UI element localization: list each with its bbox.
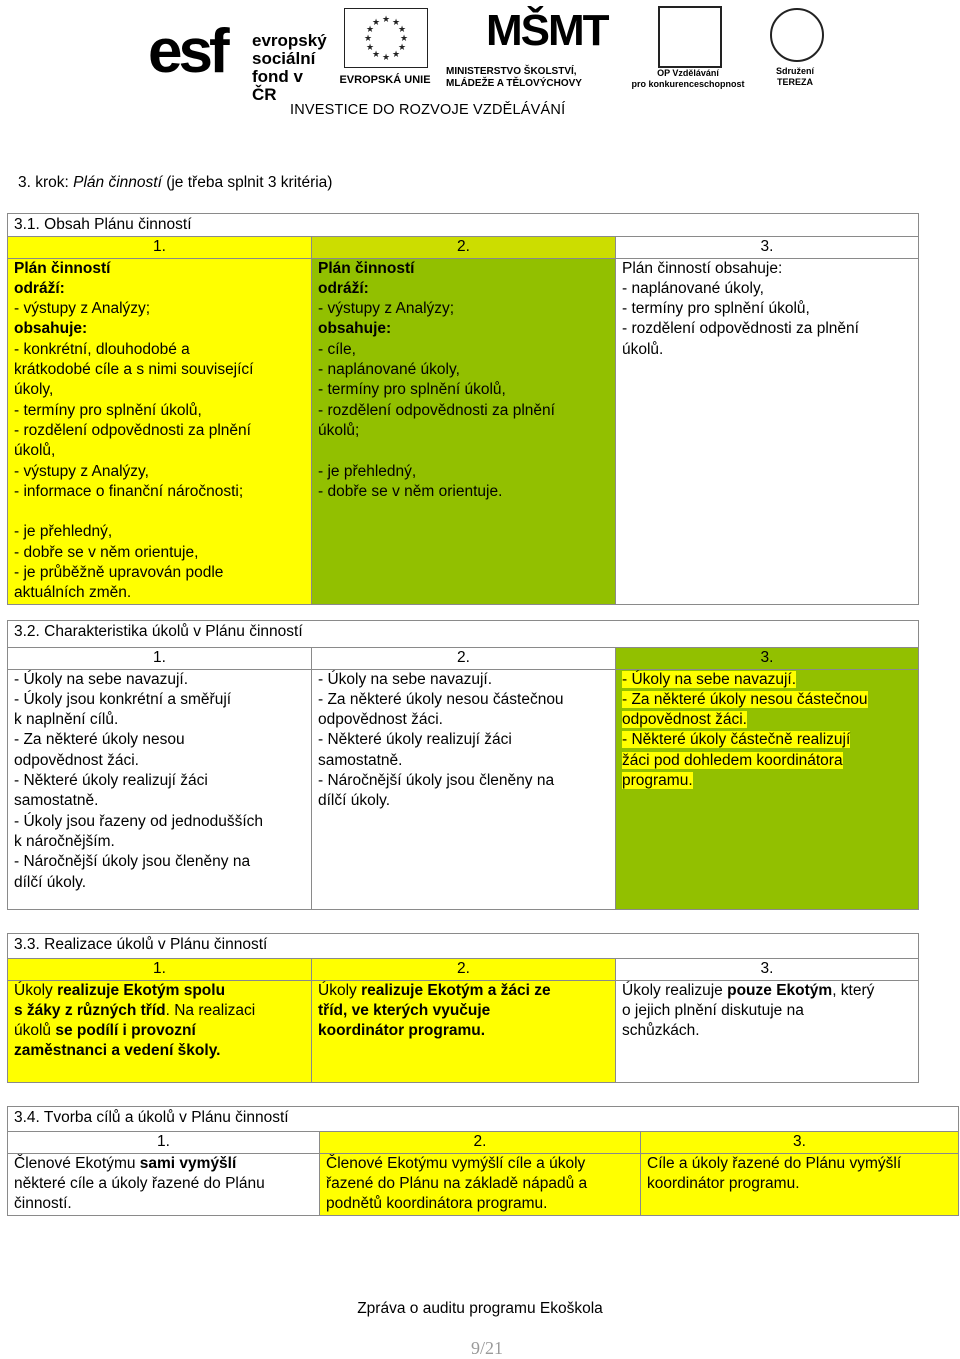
column-header: 1. (8, 648, 312, 669)
cell-line: úkolů. (622, 340, 664, 358)
cell-line: krátkodobé cíle a s nimi související (14, 361, 254, 379)
cell-line: koordinátor programu. (318, 1022, 486, 1040)
cell-line: tříd, ve kterých vyučuje (318, 1001, 491, 1019)
cell-line: - Některé úkoly realizují žáci (318, 731, 512, 749)
cell-line: obsahuje: (14, 320, 88, 338)
heading-italic: Plán činností (73, 174, 162, 191)
section-title: 3.3. Realizace úkolů v Plánu činností (8, 934, 919, 959)
section-title: 3.2. Charakteristika úkolů v Plánu činností (8, 621, 919, 648)
level-1-cell (8, 258, 312, 604)
cell-line: - je přehledný, (318, 462, 417, 480)
cell-line: řazené do Plánu na základě nápadů a (326, 1174, 588, 1192)
cell-line: odpovědnost žáci. (622, 711, 747, 729)
level-1-cell (8, 1153, 320, 1215)
cell-line: - rozdělení odpovědnosti za plnění (14, 421, 251, 439)
cell-line: k náročnějším. (14, 832, 115, 850)
column-header: 1. (8, 237, 312, 258)
cell-line: - termíny pro splnění úkolů, (318, 381, 506, 399)
footer-text: Zpráva o auditu programu Ekoškola (357, 1300, 603, 1317)
cell-line: - Úkoly jsou řazeny od jednodušších (14, 812, 263, 830)
cell-line: k naplnění cílů. (14, 711, 119, 729)
msmt-text (446, 66, 624, 90)
svg-text:★: ★ (391, 50, 401, 60)
msmt-logo (446, 6, 624, 94)
cell-line: úkolů; (318, 421, 360, 439)
cell-line: o jejich plnění diskutuje na (622, 1001, 804, 1019)
cell-line: úkoly, (14, 381, 54, 399)
level-3-cell (616, 669, 919, 909)
cell-line: - Úkoly na sebe navazují. (318, 670, 493, 688)
level-2-cell (312, 980, 616, 1082)
cell-line: odráží: (318, 279, 369, 297)
svg-text:★: ★ (397, 25, 407, 35)
cell-line: - je průběžně upravován podle (14, 564, 224, 582)
esf-logo (148, 10, 328, 104)
tereza-text (756, 66, 834, 88)
cell-line: - Za některé úkoly nesou částečnou (622, 690, 868, 708)
level-3-cell (641, 1153, 959, 1215)
cell-line: Plán činností obsahuje: (622, 259, 783, 277)
esf-line: evropský (252, 31, 327, 50)
eu-flag-icon (344, 8, 428, 68)
column-header: 2. (312, 648, 616, 669)
level-2-cell (320, 1153, 641, 1215)
column-header: 3. (641, 1132, 959, 1153)
cell-line: - Některé úkoly realizují žáci (14, 772, 208, 790)
section-title: 3.1. Obsah Plánu činností (8, 214, 919, 237)
op-text (628, 68, 748, 90)
cell-line: odráží: (14, 279, 65, 297)
tereza-logo (756, 8, 834, 94)
level-2-cell (312, 258, 616, 604)
op-logo (628, 6, 748, 94)
cell-line: úkolů se podílí i provozní (14, 1022, 196, 1040)
svg-text:★: ★ (381, 15, 391, 25)
cell-line: Členové Ekotýmu vymýšlí cíle a úkoly (326, 1154, 586, 1172)
column-header: 1. (8, 959, 312, 980)
page-number: 9/21 (470, 1338, 503, 1358)
cell-line: aktuálních změn. (14, 584, 132, 602)
tereza-line: TEREZA (777, 77, 813, 87)
cell-line: - dobře se v něm orientuje, (14, 543, 199, 561)
eu-label: EVROPSKÁ UNIE (339, 74, 431, 86)
cell-line: dílčí úkoly. (318, 792, 391, 810)
column-header: 2. (312, 959, 616, 980)
cell-line: činností. (14, 1195, 72, 1213)
heading-suffix: (je třeba splnit 3 kritéria) (161, 174, 333, 191)
column-header: 3. (616, 648, 919, 669)
esf-line: sociální (252, 49, 316, 68)
level-1-cell (8, 980, 312, 1082)
section-3-4-table (7, 1106, 959, 1216)
cell-line: - Náročnější úkoly jsou členěny na (14, 853, 251, 871)
cell-line (318, 441, 609, 461)
cell-line: - informace o finanční náročnosti; (14, 482, 244, 500)
cell-line: - konkrétní, dlouhodobé a (14, 340, 190, 358)
section-3-1-table (7, 213, 919, 605)
section-title: 3.4. Tvorba cílů a úkolů v Plánu činností (8, 1107, 959, 1132)
page-heading (18, 174, 332, 192)
eu-logo (332, 8, 438, 94)
svg-text:★: ★ (363, 34, 373, 44)
cell-line: - Za některé úkoly nesou (14, 731, 185, 749)
svg-text:★: ★ (399, 34, 409, 44)
cell-line: Úkoly realizuje Ekotým spolu (14, 981, 226, 999)
cell-line: zaměstnanci a vedení školy. (14, 1042, 221, 1060)
cell-line: podnětů koordinátora programu. (326, 1195, 548, 1213)
cell-line: odpovědnost žáci. (318, 711, 443, 729)
section-3-3-table (7, 933, 919, 1083)
op-line: OP Vzdělávání (657, 68, 719, 78)
cell-line: - je přehledný, (14, 523, 113, 541)
cell-line: samostatně. (14, 792, 99, 810)
cell-line: - Úkoly na sebe navazují. (622, 670, 797, 688)
tereza-line: Sdružení (775, 66, 814, 76)
cell-line: žáci pod dohledem koordinátora (622, 751, 843, 769)
msmt-line: MLÁDEŽE A TĚLOVÝCHOVY (446, 78, 582, 89)
globe-figure-icon (770, 8, 824, 62)
cell-line: Plán činností (318, 259, 415, 277)
cell-line: - Některé úkoly částečně realizují (622, 731, 851, 749)
svg-text:★: ★ (371, 50, 381, 60)
cell-line: odpovědnost žáci. (14, 751, 139, 769)
cell-line: - termíny pro splnění úkolů, (622, 300, 810, 318)
cell-line: - Úkoly na sebe navazují. (14, 670, 189, 688)
cell-line: - cíle, (318, 340, 356, 358)
heading-prefix: 3. krok: (18, 174, 74, 191)
cell-line: obsahuje: (318, 320, 392, 338)
cell-line: - naplánované úkoly, (318, 361, 460, 379)
cell-line: Plán činností (14, 259, 111, 277)
cell-line: - výstupy z Analýzy; (318, 300, 455, 318)
cell-line: s žáky z různých tříd. Na realizaci (14, 1001, 256, 1019)
column-header: 1. (8, 1132, 320, 1153)
cell-line: - Úkoly jsou konkrétní a směřují (14, 690, 232, 708)
cell-line: - Náročnější úkoly jsou členěny na (318, 772, 555, 790)
cell-line: samostatně. (318, 751, 403, 769)
column-header: 3. (616, 959, 919, 980)
cell-line: - rozdělení odpovědnosti za plnění (622, 320, 859, 338)
cell-line: úkolů, (14, 442, 56, 460)
cell-line: programu. (622, 772, 693, 790)
op-line: pro konkurenceschopnost (631, 79, 745, 89)
op-emblem-icon (658, 6, 722, 68)
msmt-line: MINISTERSTVO ŠKOLSTVÍ, (446, 66, 577, 77)
cell-line: - výstupy z Analýzy; (14, 300, 151, 318)
level-3-cell (616, 980, 919, 1082)
cell-line: - Za některé úkoly nesou částečnou (318, 690, 564, 708)
column-header: 3. (616, 237, 919, 258)
cell-line: Úkoly realizuje Ekotým a žáci ze (318, 981, 551, 999)
svg-text:★: ★ (365, 43, 375, 53)
invest-slogan: INVESTICE DO ROZVOJE VZDĚLÁVÁNÍ (290, 102, 566, 118)
level-3-cell (616, 258, 919, 604)
svg-text:★: ★ (391, 18, 401, 28)
column-header: 2. (312, 237, 616, 258)
esf-mark: esf (148, 17, 226, 86)
level-1-cell (8, 669, 312, 909)
section-3-2-table (7, 620, 919, 910)
cell-line: některé cíle a úkoly řazené do Plánu (14, 1174, 265, 1192)
cell-line: koordinátor programu. (647, 1174, 800, 1192)
cell-line: Členové Ekotýmu sami vymýšlí (14, 1154, 237, 1172)
cell-line: - termíny pro splnění úkolů, (14, 401, 202, 419)
cell-line: - naplánované úkoly, (622, 279, 764, 297)
svg-text:★: ★ (371, 18, 381, 28)
svg-text:★: ★ (397, 43, 407, 53)
level-2-cell (312, 669, 616, 909)
esf-line: fond v ČR (252, 67, 303, 104)
cell-line: - rozdělení odpovědnosti za plnění (318, 401, 555, 419)
cell-line: dílčí úkoly. (14, 873, 87, 891)
msmt-mark: MŠMT (486, 6, 608, 55)
svg-text:★: ★ (365, 25, 375, 35)
cell-line: - výstupy z Analýzy, (14, 462, 149, 480)
cell-line: schůzkách. (622, 1022, 700, 1040)
esf-text (252, 32, 328, 104)
logo-banner (0, 0, 960, 130)
cell-line: - dobře se v něm orientuje. (318, 482, 503, 500)
svg-text:★: ★ (381, 53, 391, 63)
cell-line (14, 502, 305, 522)
cell-line: Cíle a úkoly řazené do Plánu vymýšlí (647, 1154, 902, 1172)
cell-line: Úkoly realizuje pouze Ekotým, který (622, 981, 875, 999)
column-header: 2. (320, 1132, 641, 1153)
